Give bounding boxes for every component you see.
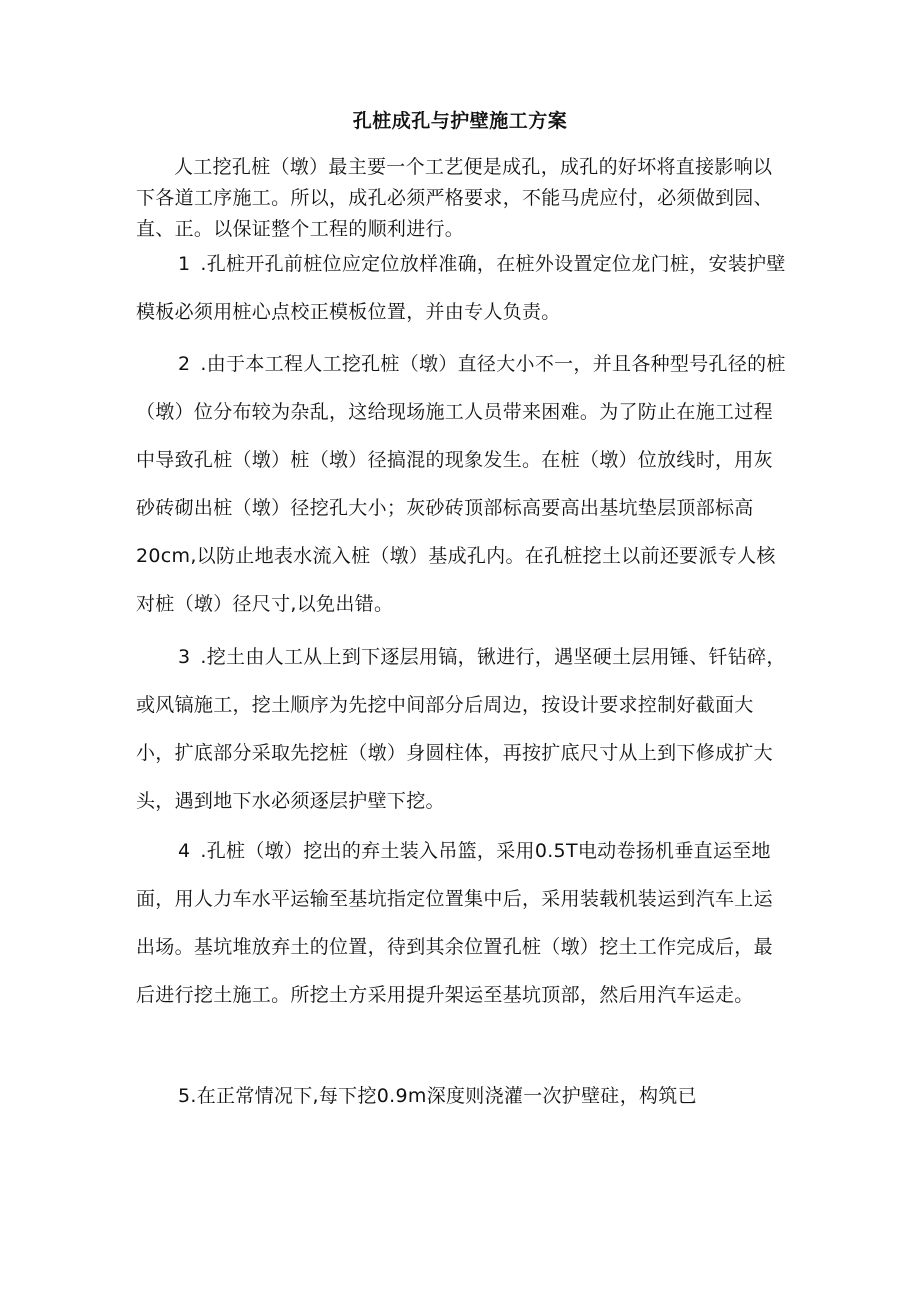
item-paragraph-3 xyxy=(136,633,786,825)
item-number-1: 1 xyxy=(178,253,191,275)
item-text-3: .挖土由人工从上到下逐层用镐，锹进行，遇坚硬土层用锤、钎钻碎，或风镐施工，挖土顺序为先挖中间部分后周边，按设计要求控制好截面大小，扩底部分采取先挖桩（墩）身圆柱体，再按扩底尺寸从上到下修成扩大头，遇到地下水必须逐层护壁下挖。 xyxy=(136,646,786,812)
item-text-1: .孔桩开孔前桩位应定位放样准确，在桩外设置定位龙门桩，安装护壁模板必须用桩心点校正模板位置，并由专人负责。 xyxy=(136,253,786,323)
item-number-4: 4 xyxy=(178,840,191,862)
item-number-2: 2 xyxy=(178,353,191,375)
item-paragraph-2 xyxy=(136,340,786,628)
item-number-3: 3 xyxy=(178,646,191,668)
document-title: 孔桩成孔与护壁施工方案 xyxy=(352,110,568,132)
item-paragraph-4 xyxy=(136,827,786,1019)
item-text-5: 5.在正常情况下,每下挖0.9m深度则浇灌一次护壁砫，构筑已 xyxy=(178,1085,697,1107)
item-paragraph-1 xyxy=(136,240,786,336)
item-text-2: .由于本工程人工挖孔桩（墩）直径大小不一，并且各种型号孔径的桩（墩）位分布较为杂乱，这给现场施工人员带来困难。为了防止在施工过程中导致孔桩（墩）桩（墩）径搞混的现象发生。在桩（墩）位放线时，用灰砂砖砌出桩（墩）径挖孔大小；灰砂砖顶部标高要高出基坑垫层顶部标高20cm,以防止地表水流入桩（墩）基成孔内。在孔桩挖土以前还要派专人核对桩（墩）径尺寸,以免出错。 xyxy=(136,353,786,615)
item-paragraph-5 xyxy=(136,1072,786,1120)
intro-paragraph: 人工挖孔桩（墩）最主要一个工艺便是成孔，成孔的好坏将直接影响以下各道工序施工。所以，成孔必须严格要求，不能马虎应付，必须做到园、直、正。以保证整个工程的顺利进行。 xyxy=(136,156,773,240)
item-text-4: .孔桩（墩）挖出的弃土装入吊篮，采用0.5T电动卷扬机垂直运至地面，用人力车水平运输至基坑指定位置集中后，采用装载机装运到汽车上运出场。基坑堆放弃土的位置，待到其余位置孔桩（墩）挖土工作完成后，最后进行挖土施工。所挖土方采用提升架运至基坑顶部，然后用汽车运走。 xyxy=(136,840,773,1006)
